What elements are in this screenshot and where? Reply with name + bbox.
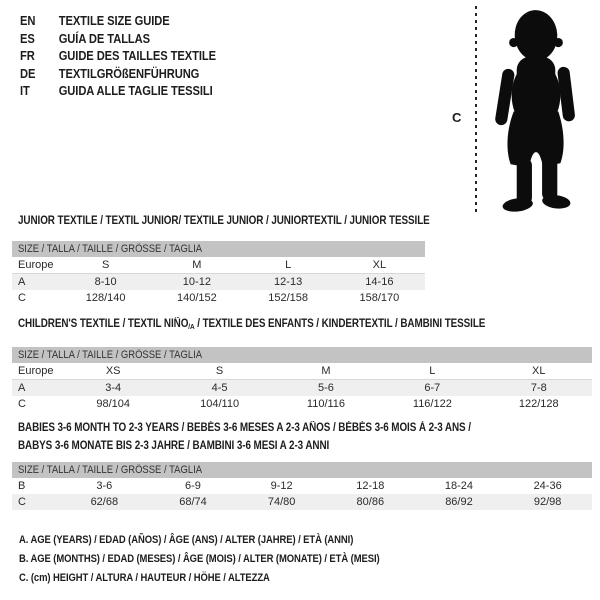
table-row (12, 396, 592, 412)
language-code: DE (20, 65, 36, 81)
baby-silhouette-shapes (494, 9, 575, 213)
size-header-label: SIZE / TALLA / TAILLE / GRÖSSE / TAGLIA (18, 349, 203, 361)
table-cell: 62/68 (60, 494, 149, 510)
language-code: FR (20, 48, 35, 63)
table-cell: XL (334, 257, 425, 274)
table-cell: 92/98 (503, 494, 592, 510)
table-cell: 6-7 (379, 380, 485, 397)
height-label-c: C (452, 110, 462, 125)
row-label: Europe (12, 257, 60, 274)
table-cell: 98/104 (96, 398, 131, 410)
table-cell: 86/92 (415, 494, 504, 510)
table-row (12, 478, 592, 494)
row-label: B (18, 480, 26, 492)
table-row (12, 257, 425, 274)
table-row (12, 494, 592, 510)
table-cell: 7-8 (486, 380, 592, 397)
babies-textile-section (12, 421, 592, 510)
table-cell: 74/80 (237, 494, 326, 510)
footnote-b: B. AGE (MONTHS) / EDAD (MESES) / ÂGE (MOIS) / ALTER (MONATE) / ETÀ (MESI) (19, 553, 380, 565)
row-label: Europe (12, 363, 60, 380)
table-row (12, 363, 592, 380)
row-label: A (12, 380, 60, 397)
language-row (20, 30, 216, 48)
table-cell: 18-24 (444, 480, 474, 492)
language-code: IT (20, 83, 30, 98)
table-cell: 12-18 (356, 480, 385, 492)
footnote-a: A. AGE (YEARS) / EDAD (AÑOS) / ÂGE (ANS) / ALTER (JAHRE) / ETÀ (ANNI) (19, 534, 354, 546)
table-cell: 8-10 (60, 274, 151, 291)
table-cell: S (60, 257, 151, 274)
footnote-c: C. (cm) HEIGHT / ALTURA / HAUTEUR / HÖHE / ALTEZZA (19, 572, 270, 584)
table-cell: XS (60, 363, 166, 380)
size-header-label: SIZE / TALLA / TAILLE / GRÖSSE / TAGLIA (18, 243, 203, 255)
table-row (12, 380, 592, 397)
language-row (20, 12, 216, 30)
table-cell: 158/170 (359, 292, 400, 304)
children-title-subscript: /A (188, 322, 195, 331)
table-cell: L (243, 257, 334, 274)
table-cell: 12-13 (243, 274, 334, 291)
children-title-text (18, 317, 485, 334)
language-code: ES (20, 30, 35, 46)
table-cell: 4-5 (166, 380, 272, 397)
size-header-row (12, 347, 592, 363)
table-cell: 9-12 (270, 480, 293, 492)
table-cell: 5-6 (273, 380, 379, 397)
table-cell: 10-12 (151, 274, 242, 291)
footnotes (19, 531, 438, 588)
babies-section-title-line2 (12, 439, 592, 453)
children-section-title (12, 317, 592, 334)
children-title-prefix: CHILDREN'S TEXTILE / TEXTIL NIÑO (18, 318, 189, 330)
table-cell: L (379, 363, 485, 380)
babies-size-table (12, 462, 592, 510)
junior-title-text: JUNIOR TEXTILE / TEXTIL JUNIOR/ TEXTILE JUNIOR / JUNIORTEXTIL / JUNIOR TESSILE (18, 215, 430, 227)
babies-title-line2-text: BABYS 3-6 MONATE BIS 2-3 JAHRE / BAMBINI 3-6 MESI A 2-3 ANNI (18, 440, 330, 452)
language-row (20, 82, 216, 100)
baby-silhouette (485, 6, 587, 214)
row-label: C (12, 494, 60, 510)
size-header-row (12, 462, 592, 478)
table-cell: 140/152 (176, 292, 217, 304)
table-cell: 3-4 (60, 380, 166, 397)
children-size-table (12, 347, 592, 412)
junior-size-table (12, 241, 425, 306)
size-header-row (12, 241, 425, 257)
height-dashed-line (475, 6, 477, 212)
table-cell: 122/128 (518, 398, 559, 410)
table-cell: 24-36 (533, 480, 562, 492)
babies-section-title-line1 (12, 421, 592, 435)
children-title-suffix: / TEXTILE DES ENFANTS / KINDERTEXTIL / BAMBINI TESSILE (194, 318, 486, 330)
row-label: A (12, 274, 60, 291)
language-list (20, 12, 248, 100)
language-code: EN (20, 13, 36, 28)
table-cell: S (166, 363, 272, 380)
language-title: GUÍA DE TALLAS (58, 30, 151, 46)
table-cell: 128/140 (85, 292, 126, 304)
language-row (20, 47, 216, 65)
size-header-label: SIZE / TALLA / TAILLE / GRÖSSE / TAGLIA (18, 464, 203, 476)
language-title: GUIDE DES TAILLES TEXTILE (58, 48, 216, 63)
table-cell: 6-9 (185, 480, 201, 492)
row-label: C (18, 398, 26, 410)
table-row (12, 290, 425, 306)
table-cell: 116/122 (412, 398, 452, 410)
table-cell: M (151, 257, 242, 274)
table-cell: 68/74 (149, 494, 238, 510)
junior-section-title (12, 214, 497, 228)
table-cell: 152/158 (268, 292, 308, 304)
table-cell: XL (486, 363, 592, 380)
table-cell: M (273, 363, 379, 380)
table-cell: 110/116 (306, 398, 346, 410)
row-label: C (18, 292, 26, 304)
table-cell: 14-16 (334, 274, 425, 291)
table-cell: 104/110 (200, 398, 240, 410)
baby-figure (452, 4, 594, 216)
language-title: GUIDA ALLE TAGLIE TESSILI (58, 83, 213, 98)
language-title: TEXTILGRÖßENFÜHRUNG (58, 65, 200, 81)
table-cell: 80/86 (326, 494, 415, 510)
table-cell: 3-6 (96, 480, 113, 492)
table-row (12, 274, 425, 291)
babies-title-line1-text: BABIES 3-6 MONTH TO 2-3 YEARS / BEBÉS 3-6 MESES A 2-3 AÑOS / BÉBÉS 3-6 MOIS À 2-3 ANS / (18, 422, 471, 434)
language-row (20, 65, 216, 83)
junior-textile-section (12, 214, 497, 306)
children-textile-section (12, 317, 592, 412)
language-title: TEXTILE SIZE GUIDE (58, 13, 170, 28)
